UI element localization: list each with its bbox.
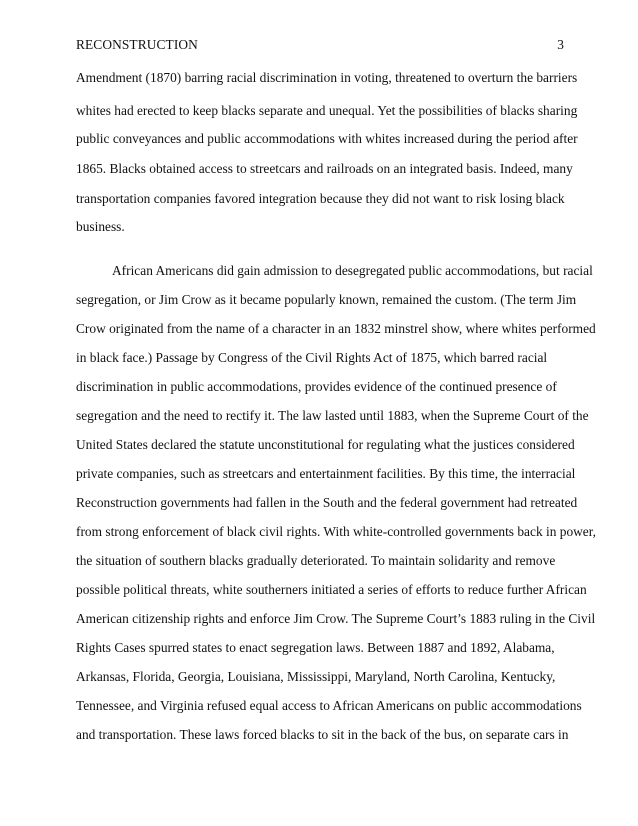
text-line: African Americans did gain admission to desegregated public accommodations, but racial <box>112 263 593 278</box>
page-number: 3 <box>557 37 564 52</box>
text-line: segregation and the need to rectify it. The law lasted until 1883, when the Supreme Court of the <box>76 408 589 423</box>
text-line: in black face.) Passage by Congress of the Civil Rights Act of 1875, which barred racial <box>76 350 548 365</box>
text-line: business. <box>76 219 125 234</box>
running-head: RECONSTRUCTION <box>76 37 198 52</box>
text-line: Crow originated from the name of a character in an 1832 minstrel show, where whites performed <box>76 321 596 336</box>
text-line: Arkansas, Florida, Georgia, Louisiana, Mississippi, Maryland, North Carolina, Kentucky, <box>76 669 556 684</box>
text-line: Rights Cases spurred states to enact segregation laws. Between 1887 and 1892, Alabama, <box>76 640 555 655</box>
text-line: Tennessee, and Virginia refused equal access to African Americans on public accommodations <box>76 698 582 713</box>
text-line: Reconstruction governments had fallen in the South and the federal government had retreated <box>76 495 578 510</box>
text-line: from strong enforcement of black civil rights. With white-controlled governments back in power, <box>76 524 597 539</box>
text-line: and transportation. These laws forced blacks to sit in the back of the bus, on separate cars in <box>76 727 569 742</box>
text-line: Amendment (1870) barring racial discrimination in voting, threatened to overturn the barriers <box>76 70 578 85</box>
text-line: segregation, or Jim Crow as it became popularly known, remained the custom. (The term Jim <box>76 292 577 307</box>
text-line: United States declared the statute unconstitutional for regulating what the justices considered <box>76 437 575 452</box>
text-line: possible political threats, white southerners initiated a series of efforts to reduce further African <box>76 582 587 597</box>
text-line: private companies, such as streetcars and entertainment facilities. By this time, the interracial <box>76 466 576 481</box>
text-line: discrimination in public accommodations, provides evidence of the continued presence of <box>76 379 557 394</box>
text-line: public conveyances and public accommodations with whites increased during the period after <box>76 131 578 146</box>
text-line: 1865. Blacks obtained access to streetcars and railroads on an integrated basis. Indeed, many <box>76 161 573 176</box>
text-line: whites had erected to keep blacks separate and unequal. Yet the possibilities of blacks sharing <box>76 103 578 118</box>
text-line: American citizenship rights and enforce Jim Crow. The Supreme Court’s 1883 ruling in the Civil <box>76 611 596 626</box>
text-line: the situation of southern blacks gradually deteriorated. To maintain solidarity and remove <box>76 553 556 568</box>
text-line: transportation companies favored integration because they did not want to risk losing black <box>76 191 565 206</box>
